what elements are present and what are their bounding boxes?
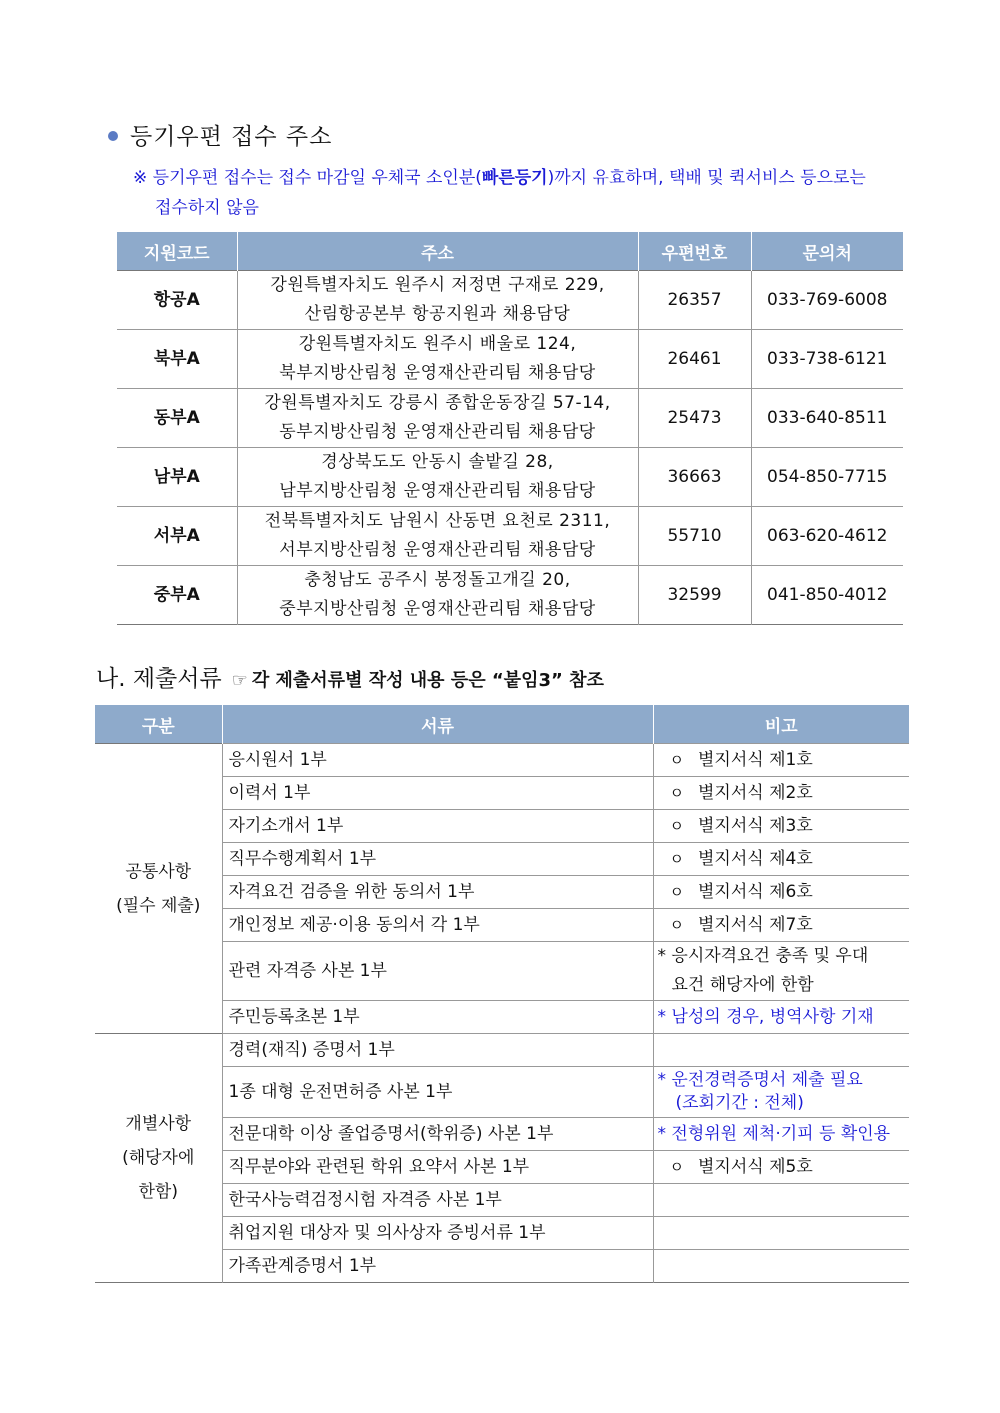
pointing-hand-icon: ☞ (231, 670, 248, 691)
phone-cell: 033-769-6008 (751, 271, 903, 330)
circle-bullet-icon: ㅇ (669, 817, 684, 835)
code-cell: 북부A (117, 330, 237, 389)
document-cell: 개인정보 제공·이용 동의서 각 1부 (222, 909, 653, 942)
note-line-2: 접수하지 않음 (155, 198, 259, 218)
registered-mail-note (133, 163, 923, 223)
note-line-1: ※ 등기우편 접수는 접수 마감일 우체국 소인분(빠른등기)까지 유효하며, 택배 및 퀵서비스 등으로는 (133, 168, 866, 188)
section-heading-registered-mail (108, 118, 332, 151)
remark-cell: ㅇ 별지서식 제5호 (653, 1151, 909, 1184)
address-cell: 전북특별자치도 남원시 산동면 요천로 2311, 서부지방산림청 운영재산관리팀 채용담당 (237, 507, 638, 566)
group-individual: 개별사항 (해당자에 한함) (95, 1034, 222, 1283)
table-row (117, 271, 903, 330)
code-cell: 서부A (117, 507, 237, 566)
address-cell: 경상북도도 안동시 솔밭길 28, 남부지방산림청 운영재산관리팀 채용담당 (237, 448, 638, 507)
table-header-row (95, 705, 909, 744)
document-cell: 주민등록초본 1부 (222, 1001, 653, 1034)
document-cell: 직무분야와 관련된 학위 요약서 사본 1부 (222, 1151, 653, 1184)
phone-cell: 063-620-4612 (751, 507, 903, 566)
document-cell: 가족관계증명서 1부 (222, 1250, 653, 1283)
remark-cell: * 남성의 경우, 병역사항 기재 (653, 1001, 909, 1034)
remark-cell: ㅇ 별지서식 제1호 (653, 744, 909, 777)
document-cell: 이력서 1부 (222, 777, 653, 810)
phone-cell: 033-738-6121 (751, 330, 903, 389)
bullet-icon (108, 131, 118, 141)
remark-cell (653, 1250, 909, 1283)
phone-cell: 054-850-7715 (751, 448, 903, 507)
document-cell: 직무수행계획서 1부 (222, 843, 653, 876)
header-contact: 문의처 (751, 232, 903, 271)
zip-cell: 26357 (638, 271, 751, 330)
remark-cell (653, 1184, 909, 1217)
circle-bullet-icon: ㅇ (669, 850, 684, 868)
table-row (117, 566, 903, 625)
header-zip: 우편번호 (638, 232, 751, 271)
table-row (117, 330, 903, 389)
table-row (95, 1034, 909, 1067)
document-cell: 취업지원 대상자 및 의사상자 증빙서류 1부 (222, 1217, 653, 1250)
address-cell: 강원특별자치도 원주시 저정면 구재로 229, 산림항공본부 항공지원과 채용담당 (237, 271, 638, 330)
circle-bullet-icon: ㅇ (669, 916, 684, 934)
heading-text: 나. 제출서류 (96, 666, 222, 692)
zip-cell: 55710 (638, 507, 751, 566)
remark-cell: * 운전경력증명서 제출 필요 (조회기간 : 전체) (653, 1067, 909, 1118)
remark-cell: ㅇ 별지서식 제2호 (653, 777, 909, 810)
header-document: 서류 (222, 705, 653, 744)
circle-bullet-icon: ㅇ (669, 1158, 684, 1176)
remark-cell: * 전형위원 제척·기피 등 확인용 (653, 1118, 909, 1151)
remark-cell: ㅇ 별지서식 제4호 (653, 843, 909, 876)
note-bold-text: 빠른등기 (481, 168, 548, 188)
table-row (117, 507, 903, 566)
remark-cell: ㅇ 별지서식 제7호 (653, 909, 909, 942)
document-cell: 경력(재직) 증명서 1부 (222, 1034, 653, 1067)
document-cell: 1종 대형 운전면허증 사본 1부 (222, 1067, 653, 1118)
table-row (117, 389, 903, 448)
circle-bullet-icon: ㅇ (669, 883, 684, 901)
document-cell: 관련 자격증 사본 1부 (222, 942, 653, 1001)
remark-cell (653, 1034, 909, 1067)
phone-cell: 041-850-4012 (751, 566, 903, 625)
code-cell: 항공A (117, 271, 237, 330)
address-cell: 충청남도 공주시 봉정돌고개길 20, 중부지방산림청 운영재산관리팀 채용담당 (237, 566, 638, 625)
remark-cell: ㅇ 별지서식 제6호 (653, 876, 909, 909)
header-address: 주소 (237, 232, 638, 271)
address-table (117, 232, 903, 625)
remark-cell (653, 1217, 909, 1250)
table-row (95, 744, 909, 777)
phone-cell: 033-640-8511 (751, 389, 903, 448)
heading-text: 등기우편 접수 주소 (130, 124, 333, 150)
header-category: 구분 (95, 705, 222, 744)
document-cell: 전문대학 이상 졸업증명서(학위증) 사본 1부 (222, 1118, 653, 1151)
heading-reference: 각 제출서류별 작성 내용 등은 “붙임3” 참조 (251, 670, 604, 691)
address-cell: 강원특별자치도 강릉시 종합운동장길 57-14, 동부지방산림청 운영재산관리팀 채용담당 (237, 389, 638, 448)
documents-table (95, 705, 909, 1283)
document-cell: 자격요건 검증을 위한 동의서 1부 (222, 876, 653, 909)
remark-cell: * 응시자격요건 충족 및 우대 요건 해당자에 한함 (653, 942, 909, 1001)
circle-bullet-icon: ㅇ (669, 784, 684, 802)
remark-cell: ㅇ 별지서식 제3호 (653, 810, 909, 843)
section-heading-documents (96, 660, 604, 693)
address-cell: 강원특별자치도 원주시 배울로 124, 북부지방산림청 운영재산관리팀 채용담당 (237, 330, 638, 389)
circle-bullet-icon: ㅇ (669, 751, 684, 769)
group-common: 공통사항 (필수 제출) (95, 744, 222, 1034)
code-cell: 중부A (117, 566, 237, 625)
table-header-row (117, 232, 903, 271)
code-cell: 남부A (117, 448, 237, 507)
header-code: 지원코드 (117, 232, 237, 271)
header-remarks: 비고 (653, 705, 909, 744)
table-row (117, 448, 903, 507)
document-cell: 한국사능력검정시험 자격증 사본 1부 (222, 1184, 653, 1217)
code-cell: 동부A (117, 389, 237, 448)
zip-cell: 25473 (638, 389, 751, 448)
document-cell: 응시원서 1부 (222, 744, 653, 777)
zip-cell: 32599 (638, 566, 751, 625)
zip-cell: 36663 (638, 448, 751, 507)
zip-cell: 26461 (638, 330, 751, 389)
document-cell: 자기소개서 1부 (222, 810, 653, 843)
